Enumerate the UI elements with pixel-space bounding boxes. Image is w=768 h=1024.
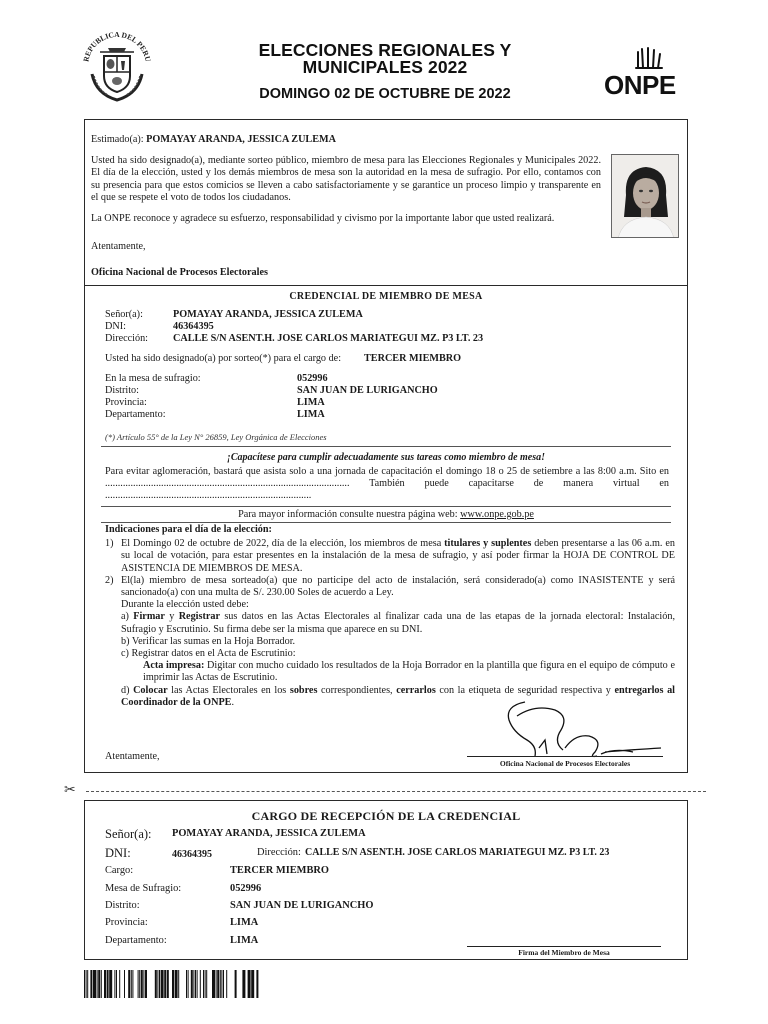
onpe-logo-text: ONPE — [604, 70, 676, 100]
barcode-icon — [84, 970, 264, 998]
indications-heading: Indicaciones para el día de la elección: — [105, 524, 272, 535]
web-link[interactable]: www.onpe.gob.pe — [460, 509, 534, 520]
signature-caption: Oficina Nacional de Procesos Electorales — [499, 759, 631, 768]
provincia-label: Provincia: — [105, 397, 147, 408]
barcode-bar — [161, 970, 164, 998]
barcode-bar — [86, 970, 87, 998]
barcode-bar — [223, 970, 224, 998]
credential-senor — [105, 309, 665, 321]
receipt-mesa-value: 052996 — [230, 883, 262, 894]
receipt-mesa-label: Mesa de Sufragio: — [105, 883, 182, 894]
barcode-bar — [138, 970, 139, 998]
barcode-bar — [235, 970, 237, 998]
receipt-provincia-value: LIMA — [230, 917, 259, 928]
mesa-label: En la mesa de sufragio: — [105, 373, 201, 384]
barcode-bar — [212, 970, 215, 998]
barcode-bar — [205, 970, 206, 998]
barcode-bar — [217, 970, 219, 998]
dni-label: DNI: — [105, 321, 126, 332]
credential-direccion — [105, 333, 665, 345]
barcode-bar — [109, 970, 112, 998]
barcode-bar — [98, 970, 100, 998]
direccion-label: Dirección: — [105, 333, 148, 344]
barcode-bar — [242, 970, 245, 998]
receipt-title: CARGO DE RECEPCIÓN DE LA CREDENCIAL — [251, 809, 521, 823]
training-body: Para evitar aglomeración, bastará que asista solo a una jornada de capacitación el domingo 18 o 25 de setiembre a las 8:00 a.m. Sito en ................................................................................................ También puede capacitarse de manera virtual en ................................................................................. — [105, 466, 669, 501]
credential-departamento — [105, 409, 665, 421]
letter-paragraph-1: Usted ha sido designado(a), mediante sorteo público, miembro de mesa para las Elecciones Regionales y Municipales 2022. El día de la elección, usted y los demás miembros de mesa son la autoridad en la mesa de sufragio. Por ello, contamos con su presencia para que estos comicios se lleven a cabo satisfactoriamente y se garantice un proceso limpio y transparente en el que se respete el voto de todos los ciudadanos. — [91, 155, 601, 203]
barcode-bar — [164, 970, 166, 998]
duty-d: d) Colocar las Actas Electorales en los sobres correspondientes, cerrarlos con la etiqueta de seguridad respectiva y entregarlos al Coordinador de la ONPE. — [121, 684, 675, 708]
receipt-distrito — [105, 900, 665, 913]
barcode-bar — [93, 970, 96, 998]
barcode-bar — [139, 970, 140, 998]
barcode-bar — [90, 970, 92, 998]
barcode-bar — [97, 970, 98, 998]
credential-dni — [105, 321, 665, 333]
election-day-indications — [105, 524, 675, 709]
divider — [101, 506, 671, 507]
peru-seal-icon — [78, 26, 156, 104]
divider — [101, 446, 671, 447]
barcode-bar — [132, 970, 133, 998]
barcode-bar — [84, 970, 85, 998]
barcode-bar — [186, 970, 187, 998]
more-info — [85, 509, 687, 520]
web-prefix: Para mayor información consulte nuestra página web: — [238, 509, 458, 520]
divider — [101, 522, 671, 523]
receipt-senor — [105, 827, 665, 841]
cargo-text: Usted ha sido designado(a) por sorteo(*) para el cargo de: — [105, 353, 342, 364]
receipt-provincia — [105, 917, 665, 930]
barcode-bar — [226, 970, 227, 998]
barcode-bar — [143, 970, 144, 998]
barcode-bar — [128, 970, 130, 998]
barcode-bar — [172, 970, 174, 998]
distrito-value: SAN JUAN DE LURIGANCHO — [297, 385, 438, 396]
barcode-bar — [159, 970, 160, 998]
barcode-bar — [195, 970, 196, 998]
barcode-bar — [87, 970, 88, 998]
signature-line — [467, 756, 663, 757]
election-title — [200, 42, 570, 102]
barcode-bar — [220, 970, 221, 998]
cargo-value: TERCER MIEMBRO — [364, 353, 462, 364]
divider — [85, 285, 687, 286]
receipt-cargo-label: Cargo: — [105, 865, 134, 876]
credential-mesa — [105, 373, 665, 385]
barcode-bar — [104, 970, 106, 998]
onpe-signature — [465, 690, 665, 760]
receipt-mesa — [105, 883, 665, 896]
election-date: DOMINGO 02 DE OCTUBRE DE 2022 — [259, 86, 511, 102]
barcode-bar — [157, 970, 158, 998]
receipt-senor-label: Señor(a): — [105, 827, 152, 841]
barcode-bar — [216, 970, 217, 998]
letter-body — [91, 134, 601, 289]
barcode-bar — [167, 970, 169, 998]
barcode-bar — [193, 970, 194, 998]
senor-label: Señor(a): — [105, 309, 143, 320]
barcode-bar — [124, 970, 125, 998]
receipt-senor-value: POMAYAY ARANDA, JESSICA ZULEMA — [172, 828, 366, 839]
letter-closing: Atentamente, — [91, 241, 146, 253]
training-title: ¡Capacítese para cumplir adecuadamente sus tareas como miembro de mesa! — [226, 452, 546, 463]
senor-value: POMAYAY ARANDA, JESSICA ZULEMA — [173, 309, 363, 320]
receipt-dni-value: 46364395 — [172, 849, 212, 860]
credential-cargo — [105, 353, 665, 365]
receipt-cargo-value: TERCER MIEMBRO — [230, 865, 330, 876]
member-photo — [611, 154, 679, 238]
onpe-hand-icon — [632, 46, 668, 72]
dni-value: 46364395 — [173, 321, 214, 332]
onpe-logo-icon — [604, 46, 694, 102]
greeting — [91, 134, 601, 146]
barcode-bar — [107, 970, 109, 998]
member-signature-line — [467, 946, 661, 947]
duty-b: b) Verificar las sumas en la Hoja Borrador. — [121, 635, 296, 647]
barcode-bar — [221, 970, 222, 998]
barcode-bar — [251, 970, 254, 998]
title-line-2: MUNICIPALES 2022 — [302, 57, 468, 77]
provincia-value: LIMA — [297, 397, 325, 408]
barcode-bar — [200, 970, 201, 998]
duty-c: c) Registrar datos en el Acta de Escrutinio: — [121, 648, 296, 660]
receipt-dni — [105, 846, 665, 860]
duty-a: a) Firmar y Registrar sus datos en las Actas Electorales al finalizar cada una de las etapas de la jornada electoral: Instalación, Sufragio y Escrutinio. Su firma debe ser la misma que aparece en su DNI. — [121, 611, 675, 635]
law-note: (*) Artículo 55° de la Ley N° 26859, Ley Orgánica de Elecciones — [105, 432, 327, 442]
letter-signature-org: Oficina Nacional de Procesos Electorales — [91, 267, 268, 279]
receipt-section — [84, 800, 688, 960]
receipt-cargo — [105, 865, 665, 878]
receipt-distrito-value: SAN JUAN DE LURIGANCHO — [230, 900, 374, 911]
distrito-label: Distrito: — [105, 385, 139, 396]
credential-title: CREDENCIAL DE MIEMBRO DE MESA — [289, 291, 483, 302]
member-signature-caption: Firma del Miembro de Mesa — [518, 948, 610, 957]
credential-letter — [84, 119, 688, 773]
receipt-direccion-value: CALLE S/N ASENT.H. JOSE CARLOS MARIATEGUI MZ. P3 LT. 23 — [305, 847, 610, 858]
receipt-departamento-label: Departamento: — [105, 935, 167, 946]
barcode-bar — [101, 970, 102, 998]
barcode-bar — [155, 970, 157, 998]
indications-closing: Atentamente, — [105, 751, 160, 762]
seal-text: REPUBLICA DEL PERU — [81, 29, 153, 63]
receipt-provincia-label: Provincia: — [105, 917, 148, 928]
credential-distrito — [105, 385, 665, 397]
page-header — [0, 0, 768, 112]
receipt-distrito-label: Distrito: — [105, 900, 140, 911]
barcode-bar — [188, 970, 189, 998]
barcode-bar — [114, 970, 115, 998]
title-line-1: ELECCIONES REGIONALES Y — [258, 40, 512, 60]
barcode-bar — [175, 970, 178, 998]
barcode-bar — [256, 970, 258, 998]
greeting-name: POMAYAY ARANDA, JESSICA ZULEMA — [146, 134, 336, 145]
receipt-direccion-label: Dirección: — [257, 847, 301, 858]
letter-paragraph-2: La ONPE reconoce y agradece su esfuerzo, responsabilidad y civismo por la importante labor que usted realizará. — [91, 213, 555, 225]
dashed-line — [86, 791, 706, 792]
indication-item-2: 2) El(la) miembro de mesa sorteado(a) que no participe del acto de instalación, será considerado(a) como INASISTENTE y será sancionado(a) con una multa de S/. 230.00 Soles de acuerdo a Ley. — [105, 574, 675, 599]
receipt-departamento-value: LIMA — [230, 935, 259, 946]
departamento-value: LIMA — [297, 409, 325, 420]
departamento-label: Departamento: — [105, 409, 166, 420]
mesa-value: 052996 — [297, 373, 328, 384]
duty-c-detail: Acta impresa: Digitar con mucho cuidado los resultados de la Hoja Borrador en la plantilla que figura en el equipo de cómputo e imprimir las Actas de Escrutinio. — [143, 660, 675, 684]
greeting-prefix: Estimado(a): — [91, 134, 144, 145]
direccion-value: CALLE S/N ASENT.H. JOSE CARLOS MARIATEGUI MZ. P3 LT. 23 — [173, 333, 484, 344]
barcode-bar — [203, 970, 204, 998]
receipt-dni-label: DNI: — [105, 846, 131, 860]
credential-provincia — [105, 397, 665, 409]
barcode-bar — [141, 970, 143, 998]
barcode-bar — [131, 970, 132, 998]
scissors-icon: ✂ — [64, 782, 76, 798]
barcode-bar — [197, 970, 198, 998]
barcode-bar — [116, 970, 117, 998]
barcode-bar — [119, 970, 120, 998]
barcode-bar — [178, 970, 179, 998]
barcode-bar — [206, 970, 207, 998]
during-election: Durante la elección usted debe: — [121, 599, 249, 611]
cut-line — [64, 784, 710, 798]
indication-item-1: 1) El Domingo 02 de octubre de 2022, día de la elección, los miembros de mesa titulares y suplentes deben presentarse a las 06 a.m. en su local de votación, para estar presentes en la instalación de la mesa de sufragio, y así poder firmar la HOJA DE CONTROL DE ASISTENCIA DE MIEMBROS DE MESA. — [105, 538, 675, 574]
barcode-bar — [248, 970, 251, 998]
barcode-bar — [145, 970, 147, 998]
barcode-bar — [191, 970, 193, 998]
